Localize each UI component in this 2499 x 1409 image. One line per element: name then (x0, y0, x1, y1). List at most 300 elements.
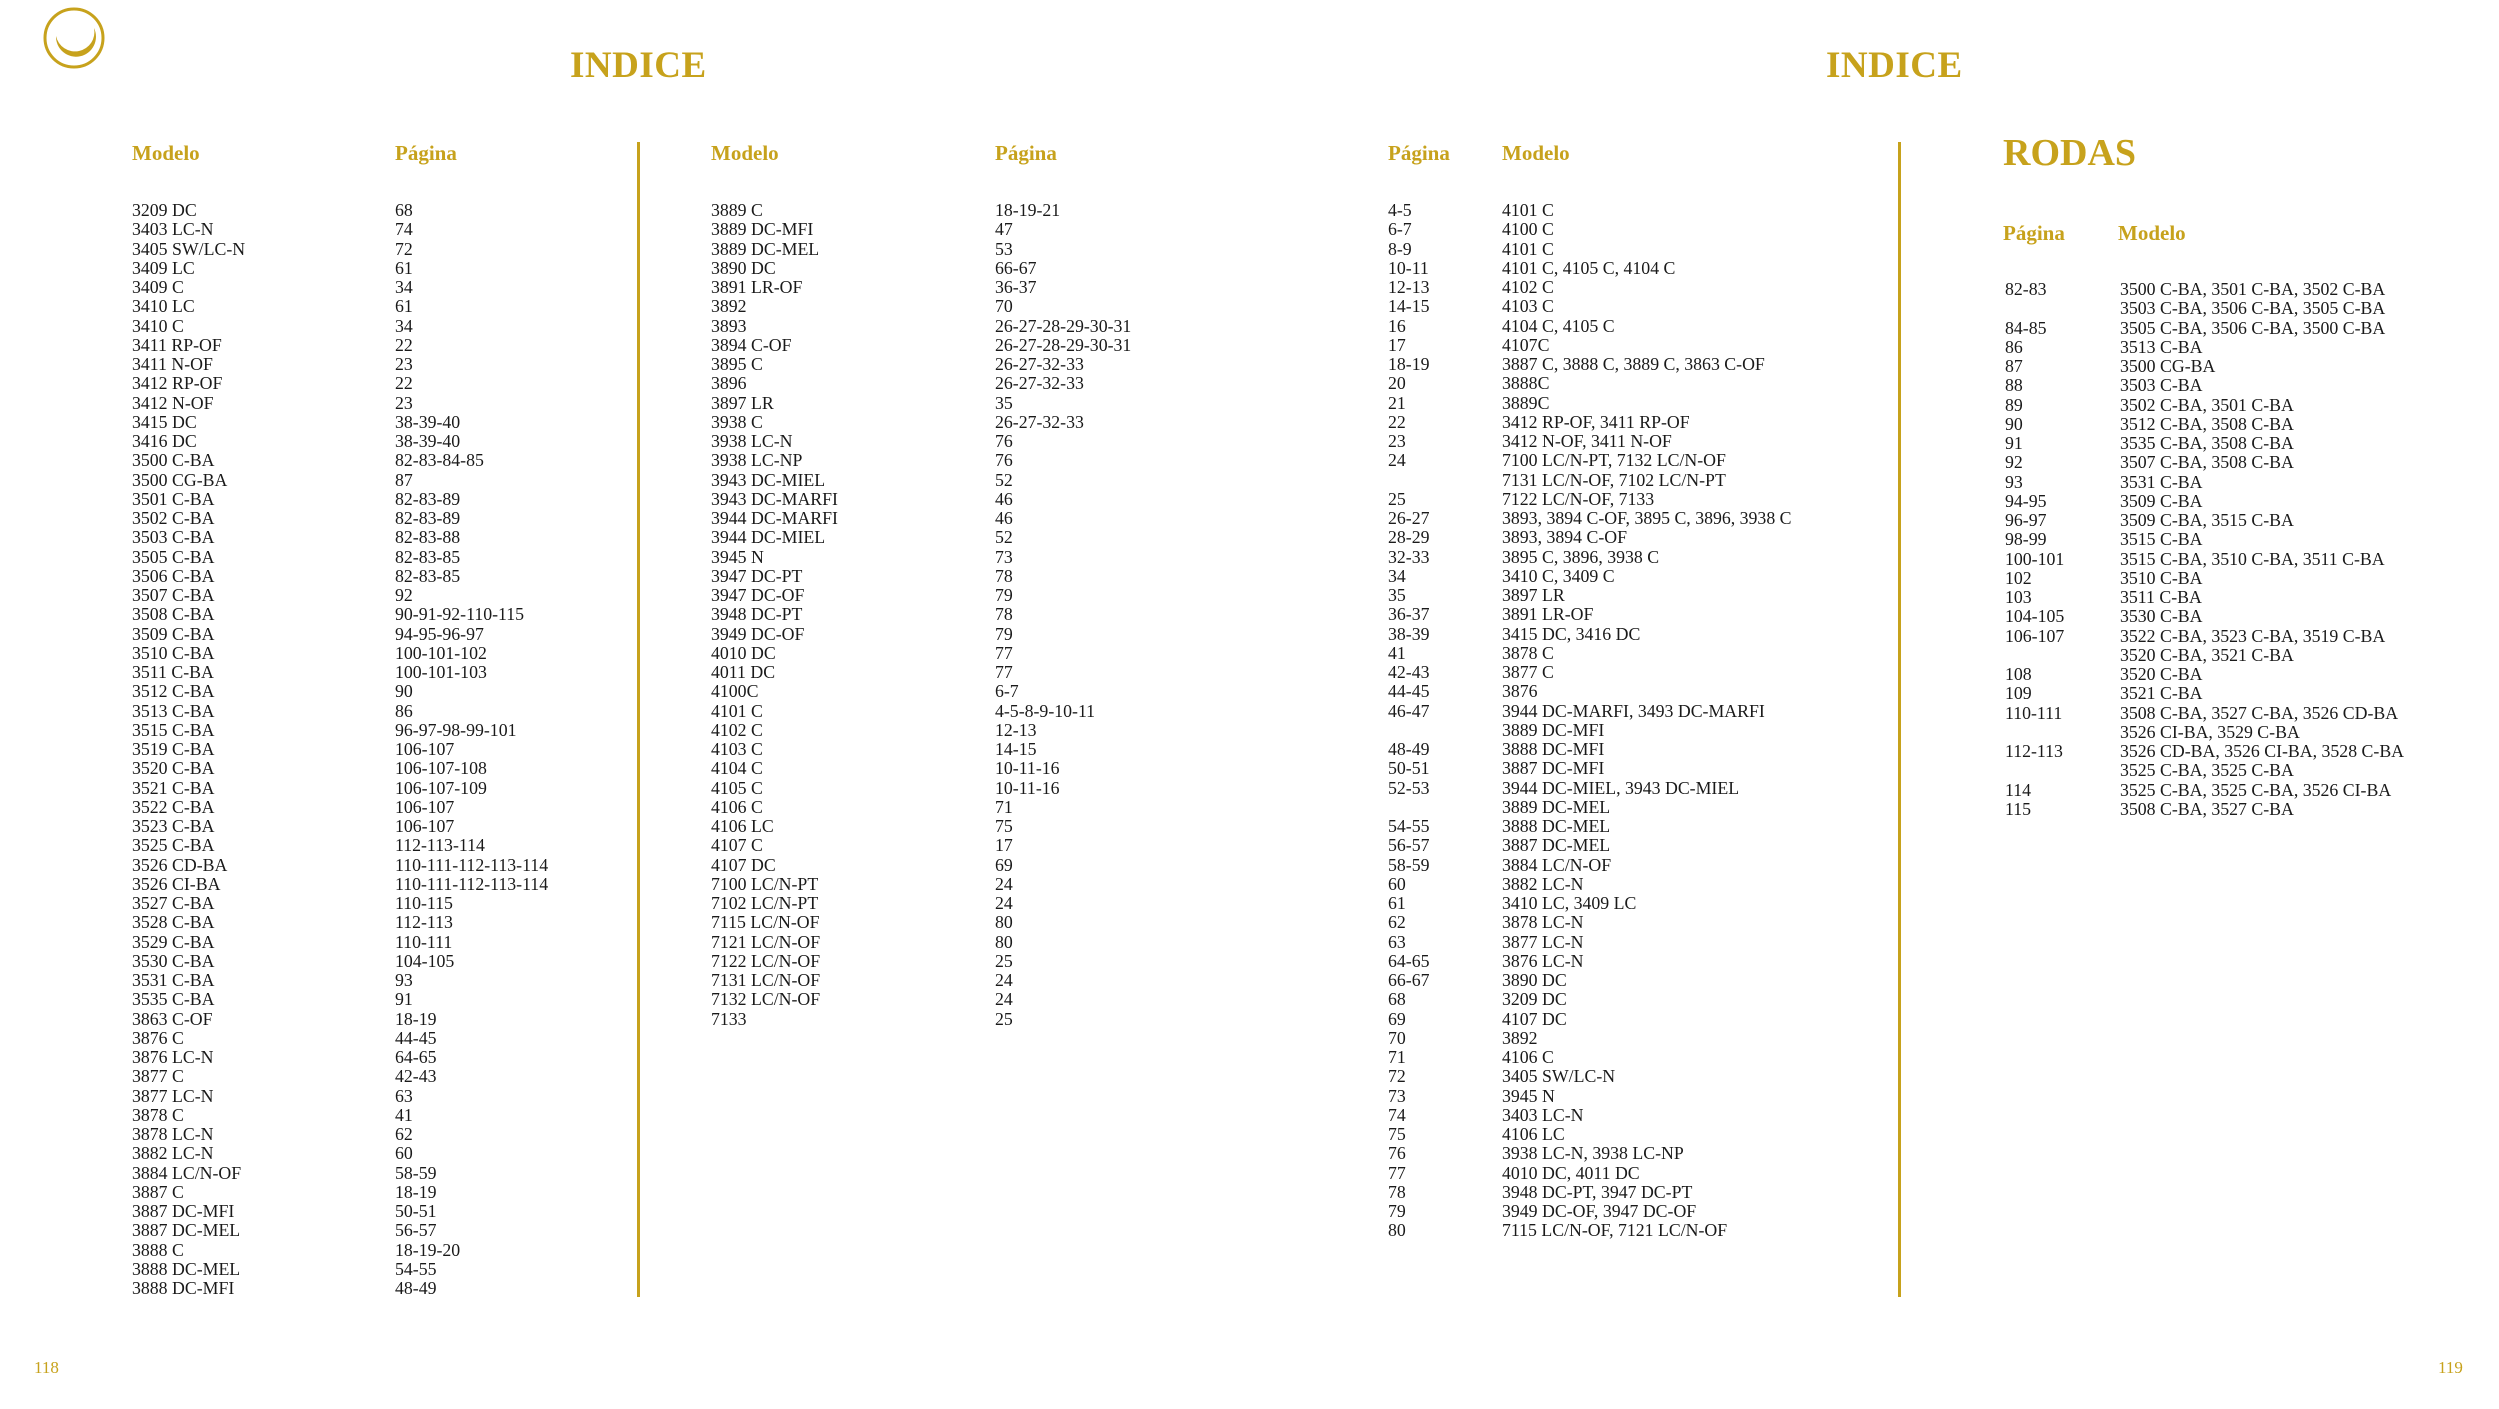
table3-models-column (1502, 201, 1792, 1241)
index-model-entry: 3531 C-BA (2120, 471, 2203, 492)
index-page-entry: 63 (395, 1085, 413, 1106)
index-model-entry: 3411 N-OF (132, 354, 213, 374)
index-page-entry: 106-107 (395, 796, 455, 817)
index-page-entry: 94-95 (2005, 490, 2047, 511)
index-model-entry: 3503 C-BA, 3506 C-BA, 3505 C-BA (2120, 298, 2386, 319)
rodas-section-title: RODAS (2003, 132, 2137, 174)
index-page-entry: 100-101-103 (395, 662, 487, 682)
index-page-entry: 61 (1388, 893, 1406, 913)
index-model-entry: 3512 C-BA, 3508 C-BA (2120, 413, 2294, 434)
index-page-entry: 80 (1388, 1220, 1406, 1241)
index-page-entry: 6-7 (995, 681, 1019, 702)
index-model-entry: 3877 C (132, 1066, 184, 1087)
index-page-entry: 69 (1388, 1008, 1406, 1029)
index-model-entry: 3508 C-BA, 3527 C-BA (2120, 798, 2294, 819)
index-page-entry: 91 (2005, 433, 2023, 453)
index-model-entry: 3888 DC-MFI (132, 1278, 235, 1298)
index-model-entry: 4104 C (711, 758, 763, 779)
index-model-entry: 3938 C (711, 411, 763, 432)
index-model-entry: 3522 C-BA, 3523 C-BA, 3519 C-BA (2120, 625, 2386, 646)
index-model-entry: 7100 LC/N-PT, 7132 LC/N-OF (1502, 450, 1726, 471)
index-page-entry: 82-83-88 (395, 527, 461, 548)
index-page-entry: 100-101 (2005, 548, 2065, 569)
index-model-entry: 3892 (1502, 1027, 1538, 1048)
index-page-entry: 4-5-8-9-10-11 (995, 700, 1096, 721)
index-page-entry: 20 (1388, 373, 1406, 394)
index-page-entry: 108 (2005, 664, 2032, 684)
index-page-entry: 36-37 (1388, 604, 1430, 625)
index-model-entry: 3878 LC-N (132, 1124, 214, 1144)
index-page-entry: 48-49 (395, 1278, 437, 1298)
index-model-entry: 7131 LC/N-OF, 7102 LC/N-PT (1502, 469, 1726, 490)
index-page-entry: 91 (395, 989, 413, 1010)
index-model-entry: 3209 DC (1502, 989, 1567, 1010)
index-model-entry: 4105 C (711, 777, 763, 798)
index-page-entry: 106-107-109 (395, 777, 487, 798)
table2-header-model: Modelo (711, 141, 779, 165)
index-model-entry: 4106 LC (1502, 1124, 1565, 1144)
index-model-entry: 3890 DC (711, 257, 776, 278)
index-page-entry: 114 (2005, 779, 2032, 800)
index-model-entry: 3522 C-BA (132, 796, 215, 817)
column-divider-left (637, 142, 640, 1297)
index-page-entry: 16 (1388, 315, 1406, 336)
right-page-number: 119 (2438, 1358, 2463, 1377)
index-page-entry: 70 (995, 296, 1013, 317)
index-page-entry: 75 (1388, 1124, 1406, 1144)
index-model-entry: 3505 C-BA (132, 546, 215, 567)
table1-header-model: Modelo (132, 141, 200, 165)
index-model-entry: 3508 C-BA, 3527 C-BA, 3526 CD-BA (2120, 702, 2399, 723)
index-page-entry: 82-83 (2005, 279, 2047, 299)
index-model-entry: 3877 C (1502, 662, 1554, 682)
index-model-entry: 3506 C-BA (132, 565, 215, 586)
index-model-entry: 3943 DC-MIEL (711, 469, 826, 490)
index-page-entry: 106-107 (395, 816, 455, 836)
index-page-entry: 82-83-84-85 (395, 450, 484, 471)
index-page-entry: 79 (995, 623, 1013, 644)
index-page-entry: 112-113-114 (395, 835, 485, 856)
index-page-entry: 76 (995, 450, 1013, 471)
index-model-entry: 4106 C (711, 796, 763, 817)
index-page-entry: 25 (1388, 488, 1406, 509)
index-model-entry: 3412 RP-OF, 3411 RP-OF (1502, 411, 1690, 432)
index-model-entry: 3525 C-BA, 3525 C-BA (2120, 760, 2294, 781)
index-model-entry: 7122 LC/N-OF, 7133 (1502, 488, 1655, 509)
index-page-entry: 79 (1388, 1201, 1406, 1221)
index-model-entry: 3511 C-BA (132, 662, 214, 682)
index-page-entry: 44-45 (395, 1027, 437, 1048)
index-model-entry: 7121 LC/N-OF (711, 931, 821, 952)
index-page-entry: 106-107-108 (395, 758, 487, 779)
index-model-entry: 4106 C (1502, 1047, 1554, 1067)
index-page-entry: 35 (1388, 585, 1406, 605)
index-page-entry: 80 (995, 912, 1013, 933)
index-model-entry: 3405 SW/LC-N (132, 238, 246, 259)
index-model-entry: 3525 C-BA, 3525 C-BA, 3526 CI-BA (2120, 779, 2392, 800)
index-model-entry: 3535 C-BA, 3508 C-BA (2120, 433, 2294, 453)
index-model-entry: 7102 LC/N-PT (711, 893, 819, 913)
index-model-entry: 3505 C-BA, 3506 C-BA, 3500 C-BA (2120, 317, 2386, 338)
index-model-entry: 3519 C-BA (132, 739, 215, 759)
index-model-entry: 3894 C-OF (711, 334, 792, 355)
index-page-entry: 72 (1388, 1066, 1406, 1087)
index-page-entry: 25 (995, 950, 1013, 971)
index-model-entry: 3878 C (1502, 642, 1554, 663)
index-model-entry: 3521 C-BA (132, 777, 215, 798)
index-page-entry: 77 (1388, 1162, 1406, 1183)
index-page-entry: 53 (995, 238, 1013, 259)
index-model-entry: 3938 LC-N (711, 431, 793, 451)
index-page-entry: 38-39-40 (395, 411, 461, 432)
index-model-entry: 3896 (711, 373, 747, 394)
index-page-entry: 46 (995, 488, 1013, 509)
index-page-entry: 25 (995, 1008, 1013, 1029)
rodas-pages-column (2005, 280, 2064, 819)
index-model-entry: 3887 DC-MFI (132, 1201, 235, 1221)
index-page-entry: 64-65 (1388, 950, 1430, 971)
index-model-entry: 3876 (1502, 681, 1538, 702)
index-model-entry: 3510 C-BA (132, 642, 215, 663)
index-page-entry: 17 (995, 835, 1013, 856)
index-page-entry: 21 (1388, 392, 1406, 413)
index-model-entry: 3521 C-BA (2120, 683, 2203, 704)
index-page-entry: 42-43 (1388, 662, 1430, 682)
index-model-entry: 3507 C-BA, 3508 C-BA (2120, 452, 2294, 473)
index-page-entry: 41 (395, 1104, 413, 1125)
index-model-entry: 3500 CG-BA (2120, 356, 2216, 376)
index-model-entry: 3891 LR-OF (711, 277, 803, 297)
index-model-entry: 3887 C (132, 1181, 184, 1202)
index-model-entry: 3891 LR-OF (1502, 604, 1594, 625)
index-model-entry: 3529 C-BA (132, 931, 215, 952)
index-model-entry: 3884 LC/N-OF (1502, 854, 1612, 875)
index-model-entry: 4102 C (711, 719, 763, 740)
index-page-entry: 23 (395, 354, 413, 374)
index-model-entry: 3209 DC (132, 200, 197, 220)
index-page-entry: 60 (395, 1143, 413, 1164)
index-page-entry: 54-55 (395, 1258, 437, 1279)
index-page-entry: 103 (2005, 587, 2032, 607)
index-page-entry: 112-113 (395, 912, 453, 933)
index-model-entry: 3938 LC-N, 3938 LC-NP (1502, 1143, 1684, 1164)
table3-header-model: Modelo (1502, 141, 1570, 165)
index-page-entry: 28-29 (1388, 527, 1430, 548)
left-page-title: INDICE (570, 45, 707, 86)
index-page-entry: 76 (1388, 1143, 1406, 1164)
index-model-entry: 3409 LC (132, 257, 195, 278)
index-page-entry: 38-39 (1388, 623, 1430, 644)
index-model-entry: 3897 LR (1502, 585, 1565, 605)
index-model-entry: 4101 C (1502, 200, 1554, 220)
index-page-entry: 26-27-28-29-30-31 (995, 315, 1132, 336)
index-page-entry: 110-111 (395, 931, 453, 952)
index-page-entry: 58-59 (1388, 854, 1430, 875)
index-model-entry: 3525 C-BA (132, 835, 215, 856)
index-model-entry: 4107 C (711, 835, 763, 856)
index-model-entry: 4103 C (711, 739, 763, 759)
index-model-entry: 3520 C-BA (2120, 664, 2203, 684)
index-page-entry: 110-111-112-113-114 (395, 854, 549, 875)
index-page-entry: 69 (995, 854, 1013, 875)
index-model-entry: 3895 C (711, 354, 763, 374)
index-page-entry: 77 (995, 642, 1013, 663)
index-model-entry: 3943 DC-MARFI (711, 488, 838, 509)
index-page-entry: 10-11-16 (995, 758, 1060, 779)
index-page-entry: 56-57 (1388, 835, 1430, 856)
table3-pages-column (1388, 201, 1429, 1241)
index-model-entry: 3948 DC-PT (711, 604, 803, 625)
index-page-entry: 68 (395, 200, 413, 220)
index-model-entry: 3515 C-BA (2120, 529, 2203, 550)
index-model-entry: 3887 DC-MEL (132, 1220, 241, 1241)
index-page-entry: 92 (395, 585, 413, 605)
index-model-entry: 3410 C, 3409 C (1502, 565, 1615, 586)
index-page-entry: 96-97 (2005, 510, 2047, 530)
right-page-title: INDICE (1826, 45, 1963, 86)
index-page-entry (2005, 761, 2064, 780)
index-page-entry: 89 (2005, 394, 2023, 415)
index-model-entry: 7122 LC/N-OF (711, 950, 821, 971)
index-page-entry: 54-55 (1388, 816, 1430, 836)
crescent-moon-logo-icon (42, 6, 106, 70)
index-model-entry: 3888 C (132, 1239, 184, 1260)
index-model-entry: 3530 C-BA (2120, 606, 2203, 627)
index-page-entry: 82-83-85 (395, 546, 461, 567)
index-page-entry: 47 (995, 219, 1013, 240)
index-page-entry: 73 (995, 546, 1013, 567)
index-page-entry (2005, 646, 2064, 665)
index-model-entry: 3944 DC-MARFI, 3493 DC-MARFI (1502, 700, 1765, 721)
index-model-entry: 3405 SW/LC-N (1502, 1066, 1616, 1087)
index-page-entry: 50-51 (395, 1201, 437, 1221)
index-page-entry: 92 (2005, 452, 2023, 473)
index-page-entry: 32-33 (1388, 546, 1430, 567)
index-model-entry: 3877 LC-N (132, 1085, 214, 1106)
index-page-entry: 48-49 (1388, 739, 1430, 759)
index-page-entry: 18-19 (395, 1181, 437, 1202)
index-model-entry: 3876 LC-N (132, 1047, 214, 1067)
index-page-entry (1388, 471, 1429, 490)
index-page-entry: 90 (2005, 413, 2023, 434)
index-page-entry: 23 (395, 392, 413, 413)
index-page-entry: 22 (1388, 411, 1406, 432)
index-model-entry: 3878 LC-N (1502, 912, 1584, 933)
index-model-entry: 4103 C (1502, 296, 1554, 317)
index-model-entry: 4101 C (711, 700, 763, 721)
index-model-entry: 3876 LC-N (1502, 950, 1584, 971)
index-page-entry: 78 (995, 604, 1013, 625)
index-page-entry: 70 (1388, 1027, 1406, 1048)
index-model-entry: 3511 C-BA (2120, 587, 2202, 607)
index-model-entry: 4107 DC (711, 854, 776, 875)
index-page-entry: 106-107 (395, 739, 455, 759)
index-page-entry: 60 (1388, 873, 1406, 894)
index-model-entry: 3889 C (711, 200, 763, 220)
index-page-entry: 87 (395, 469, 413, 490)
index-page-entry: 110-111-112-113-114 (395, 873, 549, 894)
index-model-entry: 3884 LC/N-OF (132, 1162, 242, 1183)
index-page-entry: 4-5 (1388, 200, 1412, 220)
index-page-entry: 76 (995, 431, 1013, 451)
rodas-models-column (2120, 280, 2404, 819)
index-page-entry: 110-115 (395, 893, 453, 913)
index-page-entry: 12-13 (1388, 277, 1430, 297)
index-model-entry: 4101 C (1502, 238, 1554, 259)
index-page-entry: 56-57 (395, 1220, 437, 1241)
index-page-entry: 102 (2005, 567, 2032, 588)
table2-models-column (711, 201, 838, 1029)
index-page-entry: 78 (1388, 1181, 1406, 1202)
index-model-entry: 7115 LC/N-OF (711, 912, 820, 933)
index-model-entry: 3509 C-BA (132, 623, 215, 644)
index-model-entry: 3500 C-BA, 3501 C-BA, 3502 C-BA (2120, 279, 2386, 299)
index-page-entry: 71 (995, 796, 1013, 817)
index-model-entry: 3520 C-BA, 3521 C-BA (2120, 644, 2294, 665)
index-model-entry: 3889 DC-MFI (1502, 719, 1605, 740)
index-model-entry: 3410 LC, 3409 LC (1502, 893, 1637, 913)
index-model-entry: 3888 DC-MEL (1502, 816, 1611, 836)
index-model-entry: 3893, 3894 C-OF (1502, 527, 1627, 548)
index-page-entry: 26-27-32-33 (995, 411, 1084, 432)
index-model-entry: 3945 N (711, 546, 764, 567)
index-model-entry: 3508 C-BA (132, 604, 215, 625)
index-page-entry: 52 (995, 527, 1013, 548)
index-model-entry: 3412 N-OF (132, 392, 214, 413)
index-page-entry: 34 (1388, 565, 1406, 586)
index-page-entry: 24 (1388, 450, 1406, 471)
index-model-entry: 4010 DC (711, 642, 776, 663)
index-page-entry: 10-11 (1388, 257, 1429, 278)
index-page-entry: 96-97-98-99-101 (395, 719, 517, 740)
index-model-entry: 7100 LC/N-PT (711, 873, 819, 894)
index-page-entry: 63 (1388, 931, 1406, 952)
index-model-entry: 3513 C-BA (2120, 336, 2203, 357)
index-model-entry: 3526 CI-BA (132, 873, 221, 894)
left-page-number: 118 (34, 1358, 59, 1377)
index-model-entry: 3410 C (132, 315, 184, 336)
index-page-entry: 80 (995, 931, 1013, 952)
index-model-entry: 3510 C-BA (2120, 567, 2203, 588)
index-page-entry: 35 (995, 392, 1013, 413)
index-model-entry: 7131 LC/N-OF (711, 970, 821, 990)
index-model-entry: 3889 DC-MEL (711, 238, 820, 259)
index-page-entry: 79 (995, 585, 1013, 605)
index-model-entry: 4100C (711, 681, 759, 702)
index-page-entry: 61 (395, 296, 413, 317)
index-model-entry: 4102 C (1502, 277, 1554, 297)
index-page-entry: 18-19 (1388, 354, 1430, 374)
index-page-entry: 109 (2005, 683, 2032, 704)
index-model-entry: 3515 C-BA, 3510 C-BA, 3511 C-BA (2120, 548, 2385, 569)
index-model-entry: 4100 C (1502, 219, 1554, 240)
table2-pages-column (995, 201, 1131, 1029)
index-model-entry: 3503 C-BA (132, 527, 215, 548)
index-model-entry: 3945 N (1502, 1085, 1555, 1106)
index-page-entry: 50-51 (1388, 758, 1430, 779)
index-page-entry: 18-19-20 (395, 1239, 461, 1260)
index-page-entry: 26-27-32-33 (995, 354, 1084, 374)
index-page-entry: 82-83-85 (395, 565, 461, 586)
index-page-entry: 52 (995, 469, 1013, 490)
index-model-entry: 3890 DC (1502, 970, 1567, 990)
index-page-entry (2005, 723, 2064, 742)
index-model-entry: 3526 CD-BA, 3526 CI-BA, 3528 C-BA (2120, 741, 2405, 761)
index-page-entry: 66-67 (995, 257, 1037, 278)
index-model-entry: 3888C (1502, 373, 1550, 394)
index-model-entry: 3416 DC (132, 431, 197, 451)
index-page-entry: 77 (995, 662, 1013, 682)
index-page-entry: 6-7 (1388, 219, 1412, 240)
index-model-entry: 3500 CG-BA (132, 469, 228, 490)
index-page-entry: 26-27-28-29-30-31 (995, 334, 1132, 355)
table1-pages-column (395, 201, 548, 1298)
index-page-entry: 24 (995, 893, 1013, 913)
index-page-entry: 74 (395, 219, 413, 240)
index-model-entry: 4101 C, 4105 C, 4104 C (1502, 257, 1676, 278)
index-model-entry: 3893, 3894 C-OF, 3895 C, 3896, 3938 C (1502, 508, 1792, 528)
index-page-entry: 42-43 (395, 1066, 437, 1087)
index-page-entry: 26-27-32-33 (995, 373, 1084, 394)
index-page-entry (1388, 798, 1429, 817)
index-model-entry: 3530 C-BA (132, 950, 215, 971)
index-page-entry: 34 (395, 315, 413, 336)
index-model-entry: 3877 LC-N (1502, 931, 1584, 952)
index-model-entry: 3882 LC-N (1502, 873, 1584, 894)
index-page-entry: 62 (1388, 912, 1406, 933)
index-model-entry: 4011 DC (711, 662, 776, 682)
index-model-entry: 3415 DC, 3416 DC (1502, 623, 1641, 644)
index-model-entry: 3947 DC-OF (711, 585, 805, 605)
index-model-entry: 3409 C (132, 277, 184, 297)
index-page-entry: 93 (2005, 471, 2023, 492)
index-page-entry: 104-105 (395, 950, 455, 971)
index-page-entry: 112-113 (2005, 741, 2063, 761)
index-model-entry: 3938 LC-NP (711, 450, 803, 471)
index-model-entry: 7115 LC/N-OF, 7121 LC/N-OF (1502, 1220, 1728, 1241)
table3-header-page: Página (1388, 141, 1450, 165)
index-model-entry: 3888 DC-MEL (132, 1258, 241, 1279)
index-model-entry: 7133 (711, 1008, 747, 1029)
index-model-entry: 3892 (711, 296, 747, 317)
index-model-entry: 3948 DC-PT, 3947 DC-PT (1502, 1181, 1693, 1202)
index-page-entry: 34 (395, 277, 413, 297)
index-model-entry: 3887 DC-MFI (1502, 758, 1605, 779)
index-page-entry: 94-95-96-97 (395, 623, 484, 644)
index-page-entry: 18-19 (395, 1008, 437, 1029)
index-page-entry: 84-85 (2005, 317, 2047, 338)
index-model-entry: 3503 C-BA (2120, 375, 2203, 396)
index-page-entry: 41 (1388, 642, 1406, 663)
index-page-entry: 44-45 (1388, 681, 1430, 702)
index-page-entry: 38-39-40 (395, 431, 461, 451)
index-model-entry: 3515 C-BA (132, 719, 215, 740)
index-page-entry: 46 (995, 508, 1013, 528)
index-page-entry: 24 (995, 873, 1013, 894)
index-model-entry: 3944 DC-MIEL, 3943 DC-MIEL (1502, 777, 1740, 798)
index-model-entry: 3509 C-BA, 3515 C-BA (2120, 510, 2294, 530)
index-page-entry: 12-13 (995, 719, 1037, 740)
index-model-entry: 3513 C-BA (132, 700, 215, 721)
index-page-entry: 82-83-89 (395, 508, 461, 528)
index-page-entry: 86 (395, 700, 413, 721)
index-model-entry: 3507 C-BA (132, 585, 215, 605)
index-model-entry: 4107 DC (1502, 1008, 1567, 1029)
index-model-entry: 3531 C-BA (132, 970, 215, 990)
index-page-entry: 22 (395, 334, 413, 355)
index-page-entry (1388, 721, 1429, 740)
index-model-entry: 3882 LC-N (132, 1143, 214, 1164)
